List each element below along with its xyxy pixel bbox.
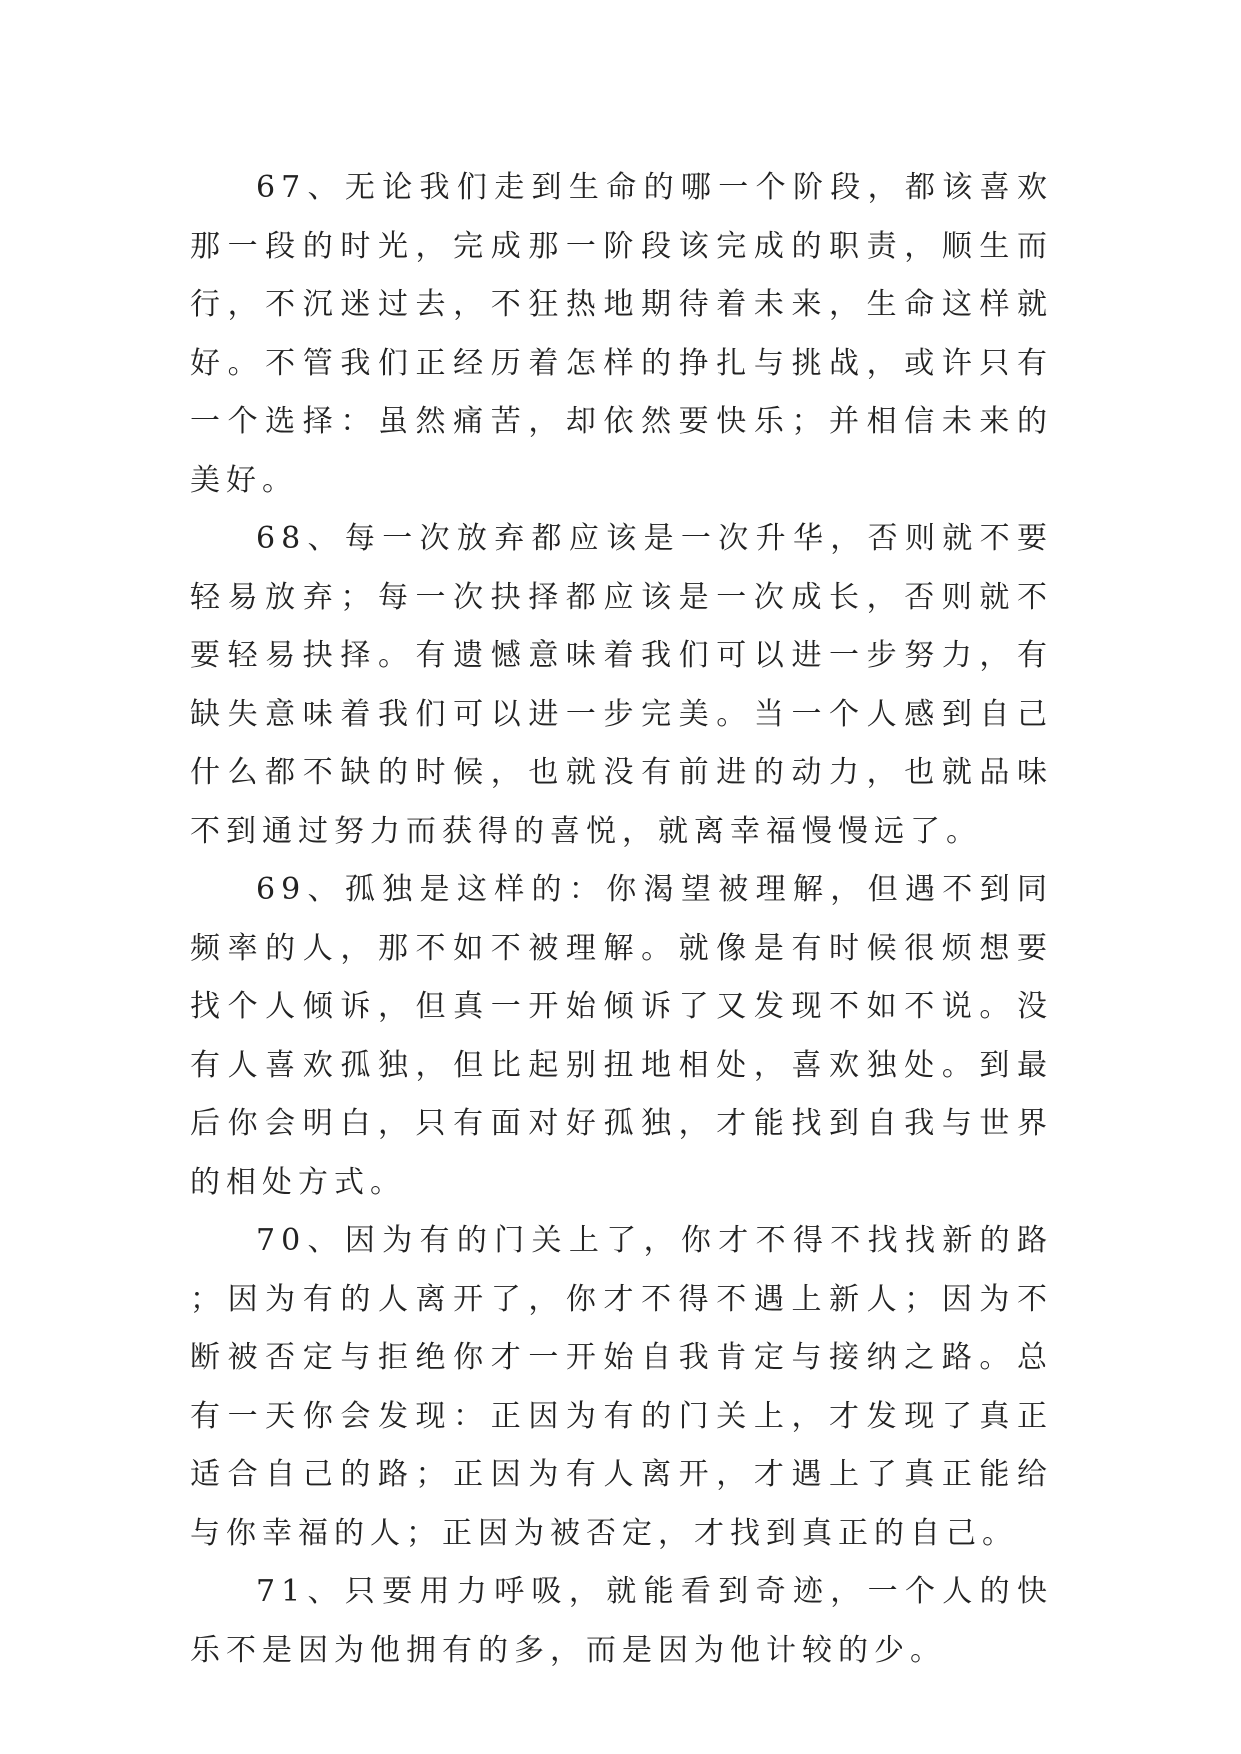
paragraph-71: 71、只要用力呼吸，就能看到奇迹，一个人的快乐不是因为他拥有的多，而是因为他计较的少。 (190, 1574, 1053, 1668)
paragraph-70: 70、因为有的门关上了，你才不得不找找新的路；因为有的人离开了，你才不得不遇上新人；因为不断被否定与拒绝你才一开始自我肯定与接纳之路。总有一天你会发现：正因为有的门关上，才发现了真正适合自己的路；正因为有人离开，才遇上了真正能给与你幸福的人；正因为被否定，才找到真正的自己。 (190, 1223, 1053, 1551)
paragraph-69: 69、孤独是这样的：你渴望被理解，但遇不到同频率的人，那不如不被理解。就像是有时候很烦想要找个人倾诉，但真一开始倾诉了又发现不如不说。没有人喜欢孤独，但比起别扭地相处，喜欢独处。到最后你会明白，只有面对好孤独，才能找到自我与世界的相处方式。 (190, 872, 1053, 1200)
paragraph-68: 68、每一次放弃都应该是一次升华，否则就不要轻易放弃；每一次抉择都应该是一次成长，否则就不要轻易抉择。有遗憾意味着我们可以进一步努力，有缺失意味着我们可以进一步完美。当一个人感到自己什么都不缺的时候，也就没有前进的动力，也就品味不到通过努力而获得的喜悦，就离幸福慢慢远了。 (190, 521, 1053, 849)
paragraph-67: 67、无论我们走到生命的哪一个阶段，都该喜欢那一段的时光，完成那一阶段该完成的职责，顺生而行，不沉迷过去，不狂热地期待着未来，生命这样就好。不管我们正经历着怎样的挣扎与挑战，或许只有一个选择：虽然痛苦，却依然要快乐；并相信未来的美好。 (190, 170, 1053, 498)
document-body (190, 159, 1053, 1680)
